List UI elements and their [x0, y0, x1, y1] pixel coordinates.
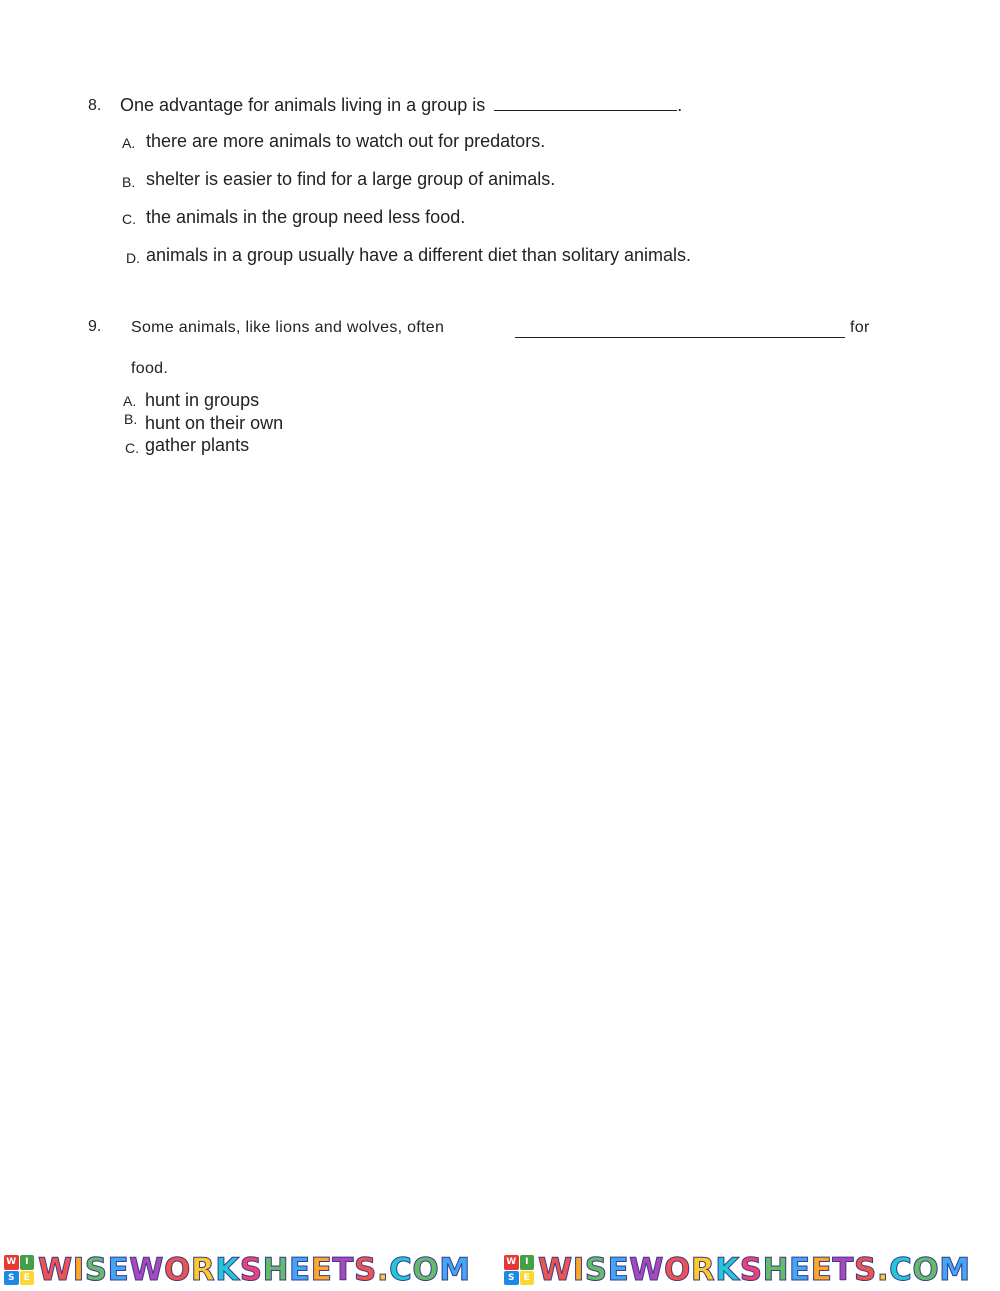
answer-blank[interactable]	[515, 320, 845, 338]
wise-logo-icon	[4, 1255, 34, 1285]
question-number: 8.	[88, 97, 102, 114]
answer-blank[interactable]	[494, 110, 677, 111]
option-letter: B.	[124, 411, 138, 427]
option-text: shelter is easier to find for a large group of animals.	[146, 169, 556, 189]
option-letter: D.	[126, 250, 140, 266]
option-text: the animals in the group need less food.	[146, 207, 466, 227]
logo-letter: I	[20, 1255, 35, 1270]
logo-letter: W	[4, 1255, 19, 1270]
option-text: hunt in groups	[145, 390, 260, 410]
watermark-footer	[0, 1252, 1000, 1288]
wise-logo-icon	[504, 1255, 534, 1285]
watermark-brand	[504, 1252, 971, 1288]
logo-letter: W	[504, 1255, 519, 1270]
logo-letter: I	[520, 1255, 535, 1270]
watermark-text: WISEWORKSHEETS.COM	[38, 1252, 471, 1288]
option-letter: C.	[125, 440, 139, 456]
option-text: hunt on their own	[145, 413, 284, 433]
question-stem-after: .	[677, 95, 683, 115]
question-number: 9.	[88, 318, 102, 335]
question-stem-continued: food.	[131, 360, 169, 377]
logo-letter: S	[504, 1271, 519, 1286]
question-stem-after: for	[850, 319, 870, 336]
watermark-text: WISEWORKSHEETS.COM	[538, 1252, 971, 1288]
logo-letter: E	[520, 1271, 535, 1286]
logo-letter: E	[20, 1271, 35, 1286]
question-stem	[120, 95, 682, 116]
option-letter: C.	[122, 211, 136, 227]
watermark-brand	[4, 1252, 471, 1288]
question-stem-before: Some animals, like lions and wolves, often	[131, 319, 445, 336]
option-text: there are more animals to watch out for predators.	[146, 131, 546, 151]
option-text: animals in a group usually have a different diet than solitary animals.	[146, 245, 691, 265]
logo-letter: S	[4, 1271, 19, 1286]
option-letter: A.	[122, 135, 136, 151]
option-letter: B.	[122, 174, 136, 190]
option-text: gather plants	[145, 435, 250, 455]
option-letter: A.	[123, 393, 137, 409]
question-stem-before: One advantage for animals living in a group is	[120, 95, 486, 115]
